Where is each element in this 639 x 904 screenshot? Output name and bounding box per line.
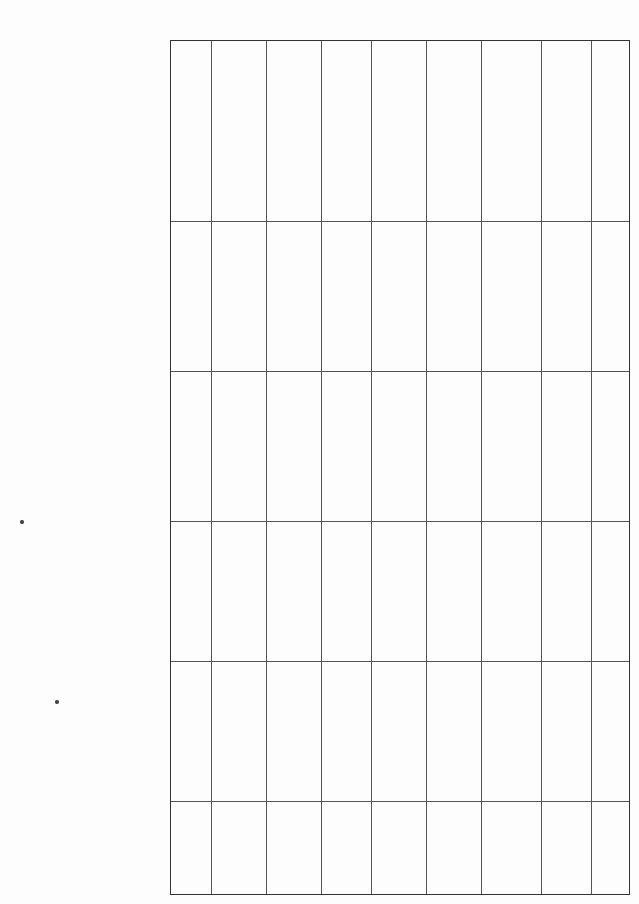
scan-speck — [20, 520, 24, 524]
table-col-divider — [591, 41, 592, 894]
table-col-divider — [426, 41, 427, 894]
table-col-divider — [266, 41, 267, 894]
data-table — [170, 40, 630, 895]
table-row-divider — [171, 801, 629, 802]
table-col-divider — [371, 41, 372, 894]
table-col-divider — [321, 41, 322, 894]
table-row-divider — [171, 221, 629, 222]
table-row-divider — [171, 521, 629, 522]
table-col-divider — [211, 41, 212, 894]
table-col-divider — [481, 41, 482, 894]
scan-speck — [55, 700, 59, 704]
table-row-divider — [171, 371, 629, 372]
table-col-divider — [541, 41, 542, 894]
table-row-divider — [171, 661, 629, 662]
